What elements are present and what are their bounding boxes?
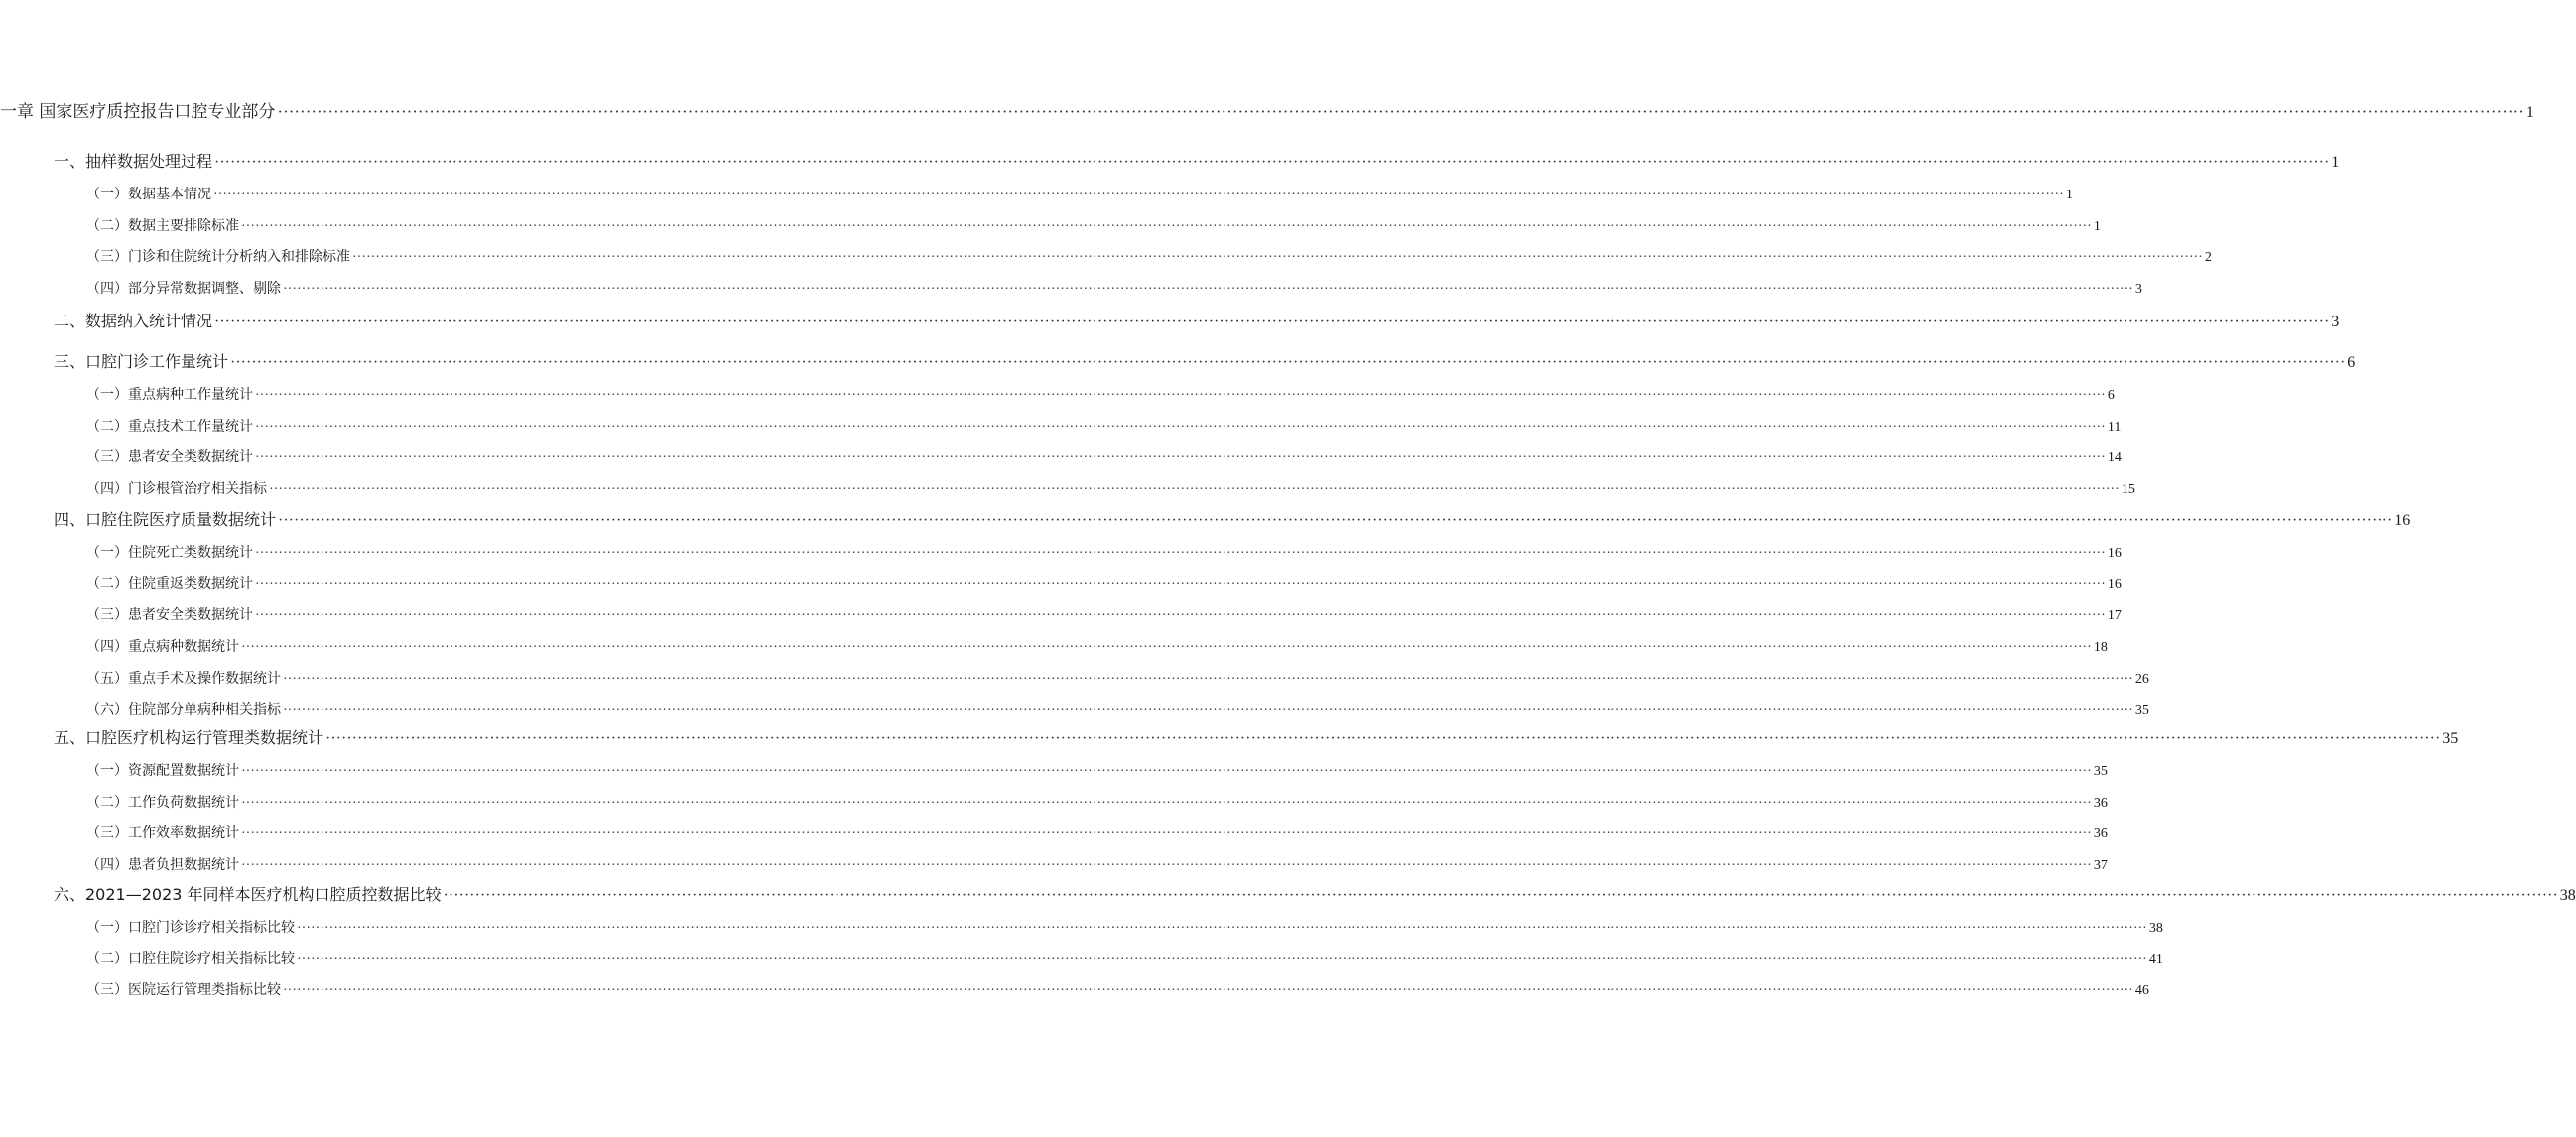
dot-leader: ················································································································································································································································································································································································································ xyxy=(325,730,2441,747)
dot-leader: ················································································································································································································································································································································································································ xyxy=(269,482,2120,498)
dot-leader: ················································································································································································································································································································································································································ xyxy=(283,282,2133,298)
toc-page-number: 38 xyxy=(2148,921,2163,936)
toc-page-number: 15 xyxy=(2121,482,2135,498)
toc-entry-label: （二）口腔住院诊疗相关指标比较 xyxy=(86,950,295,967)
toc-page-number: 35 xyxy=(2093,764,2108,779)
toc-entry-label: （四）重点病种数据统计 xyxy=(86,639,239,656)
dot-leader: ················································································································································································································································································································································································································ xyxy=(241,764,2092,779)
toc-page-number: 26 xyxy=(2134,671,2149,687)
dot-leader: ················································································································································································································································································································································································································ xyxy=(278,512,2393,529)
dot-leader: ················································································································································································································································································································································································································ xyxy=(443,887,2558,904)
toc-subsection[interactable] xyxy=(86,979,2149,999)
toc-page-number: 14 xyxy=(2107,450,2122,466)
dot-leader: ················································································································································································································································································································································································································ xyxy=(277,102,2524,121)
toc-page-number: 16 xyxy=(2394,512,2411,529)
dot-leader: ················································································································································································································································································································································································································ xyxy=(255,450,2106,466)
toc-subsection[interactable] xyxy=(86,542,2122,562)
toc-entry-label: （三）患者安全类数据统计 xyxy=(86,449,253,466)
dot-leader: ················································································································································································································································································································································································································ xyxy=(241,640,2092,656)
toc-page-number: 6 xyxy=(2107,388,2115,403)
toc-entry-label: （三）工作效率数据统计 xyxy=(86,825,239,842)
toc-subsection[interactable] xyxy=(86,278,2142,298)
toc-page-number: 37 xyxy=(2093,858,2108,874)
toc-subsection[interactable] xyxy=(86,854,2108,874)
toc-entry-label: （五）重点手术及操作数据统计 xyxy=(86,670,281,687)
toc-entry-label: 一、抽样数据处理过程 xyxy=(54,152,213,171)
toc-subsection[interactable] xyxy=(86,636,2108,656)
toc-section[interactable] xyxy=(54,507,2411,530)
toc-entry-label: 四、口腔住院医疗质量数据统计 xyxy=(54,510,277,529)
toc-entry-label: （三）医院运行管理类指标比较 xyxy=(86,982,281,999)
toc-subsection[interactable] xyxy=(86,604,2122,624)
dot-leader: ················································································································································································································································································································································································································ xyxy=(241,826,2092,842)
toc-subsection[interactable] xyxy=(86,948,2163,968)
toc-entry-label: 五、口腔医疗机构运行管理类数据统计 xyxy=(54,728,324,747)
toc-page-number: 1 xyxy=(2065,188,2073,202)
toc-entry-label: 一章 国家医疗质控报告口腔专业部分 xyxy=(0,102,276,122)
dot-leader: ················································································································································································································································································································································································································ xyxy=(214,154,2330,171)
dot-leader: ················································································································································································································································································································································································································ xyxy=(283,702,2133,718)
dot-leader: ················································································································································································································································································································································································································ xyxy=(255,546,2106,561)
toc-page-number: 36 xyxy=(2093,826,2108,842)
toc-entry-label: 六、2021—2023 年同样本医疗机构口腔质控数据比较 xyxy=(54,885,442,904)
dot-leader: ················································································································································································································································································································································································································ xyxy=(283,671,2133,687)
toc-entry-label: （一）住院死亡类数据统计 xyxy=(86,545,253,561)
toc-entry-label: （四）部分异常数据调整、剔除 xyxy=(86,281,281,298)
dot-leader: ················································································································································································································································································································································································································ xyxy=(352,250,2203,266)
toc-subsection[interactable] xyxy=(86,184,2073,203)
toc-page-number: 3 xyxy=(2134,282,2142,298)
toc-page-number: 1 xyxy=(2093,218,2101,234)
dot-leader: ················································································································································································································································································································································································································ xyxy=(230,354,2346,371)
toc-entry-label: （一）数据基本情况 xyxy=(86,187,211,202)
toc-subsection[interactable] xyxy=(86,478,2135,498)
toc-subsection[interactable] xyxy=(86,384,2115,404)
toc-page-number: 41 xyxy=(2148,951,2163,967)
toc-section[interactable] xyxy=(54,149,2340,172)
toc-page-number: 35 xyxy=(2134,702,2149,718)
toc-subsection[interactable] xyxy=(86,416,2122,436)
dot-leader: ················································································································································································································································································································································································································ xyxy=(213,188,2064,202)
toc-section[interactable] xyxy=(54,882,2576,905)
toc-subsection[interactable] xyxy=(86,792,2108,812)
toc-subsection[interactable] xyxy=(86,822,2108,842)
toc-page-number: 1 xyxy=(2525,104,2534,121)
toc-entry-label: （四）门诊根管治疗相关指标 xyxy=(86,481,267,498)
toc-page-number: 36 xyxy=(2093,795,2108,811)
toc-subsection[interactable] xyxy=(86,573,2122,593)
toc-page-number: 38 xyxy=(2559,887,2576,904)
toc-subsection[interactable] xyxy=(86,668,2149,688)
dot-leader: ················································································································································································································································································································································································································ xyxy=(255,419,2106,435)
toc-page-number: 46 xyxy=(2134,983,2149,999)
toc-section[interactable] xyxy=(54,725,2459,748)
toc-entry-label: （三）门诊和住院统计分析纳入和排除标准 xyxy=(86,249,350,266)
toc-entry-label: （三）患者安全类数据统计 xyxy=(86,607,253,624)
toc-entry-label: （二）工作负荷数据统计 xyxy=(86,794,239,811)
toc-section[interactable] xyxy=(54,309,2340,331)
toc-page-number: 3 xyxy=(2331,314,2340,330)
dot-leader: ················································································································································································································································································································································································································ xyxy=(241,858,2092,874)
toc-page-number: 11 xyxy=(2107,419,2122,435)
dot-leader: ················································································································································································································································································································································································································ xyxy=(241,218,2092,234)
toc-entry-label: 三、口腔门诊工作量统计 xyxy=(54,352,229,371)
toc-subsection[interactable] xyxy=(86,917,2163,937)
toc-page-number: 1 xyxy=(2331,154,2340,171)
dot-leader: ················································································································································································································································································································································································································ xyxy=(214,314,2330,330)
dot-leader: ················································································································································································································································································································································································································ xyxy=(255,388,2106,403)
toc-entry-label: （六）住院部分单病种相关指标 xyxy=(86,701,281,718)
toc-entry-label: （二）住院重返类数据统计 xyxy=(86,575,253,592)
dot-leader: ················································································································································································································································································································································································································ xyxy=(297,921,2147,936)
dot-leader: ················································································································································································································································································································································································································ xyxy=(297,951,2147,967)
toc-page-number: 17 xyxy=(2107,608,2122,624)
dot-leader: ················································································································································································································································································································································································································ xyxy=(255,608,2106,624)
toc-subsection[interactable] xyxy=(86,760,2108,780)
toc-page-number: 6 xyxy=(2347,354,2356,371)
toc-subsection[interactable] xyxy=(86,699,2149,719)
toc-section[interactable] xyxy=(54,349,2356,372)
toc-page-number: 16 xyxy=(2107,576,2122,592)
toc-subsection[interactable] xyxy=(86,215,2101,235)
toc-page-number: 18 xyxy=(2093,640,2108,656)
dot-leader: ················································································································································································································································································································································································································ xyxy=(283,983,2133,999)
toc-subsection[interactable] xyxy=(86,446,2122,466)
toc-entry-label: （一）口腔门诊诊疗相关指标比较 xyxy=(86,920,295,936)
toc-chapter[interactable] xyxy=(0,97,2534,122)
dot-leader: ················································································································································································································································································································································································································ xyxy=(241,795,2092,811)
toc-entry-label: （二）重点技术工作量统计 xyxy=(86,418,253,435)
dot-leader: ················································································································································································································································································································································································································ xyxy=(255,576,2106,592)
toc-entry-label: （一）重点病种工作量统计 xyxy=(86,387,253,403)
toc-subsection[interactable] xyxy=(86,246,2212,266)
toc-page-number: 16 xyxy=(2107,546,2122,561)
toc-entry-label: 二、数据纳入统计情况 xyxy=(54,312,213,330)
toc-entry-label: （一）资源配置数据统计 xyxy=(86,763,239,779)
toc-page-number: 35 xyxy=(2442,730,2459,747)
toc-page-number: 2 xyxy=(2204,250,2212,266)
toc-entry-label: （四）患者负担数据统计 xyxy=(86,857,239,874)
toc-entry-label: （二）数据主要排除标准 xyxy=(86,217,239,234)
